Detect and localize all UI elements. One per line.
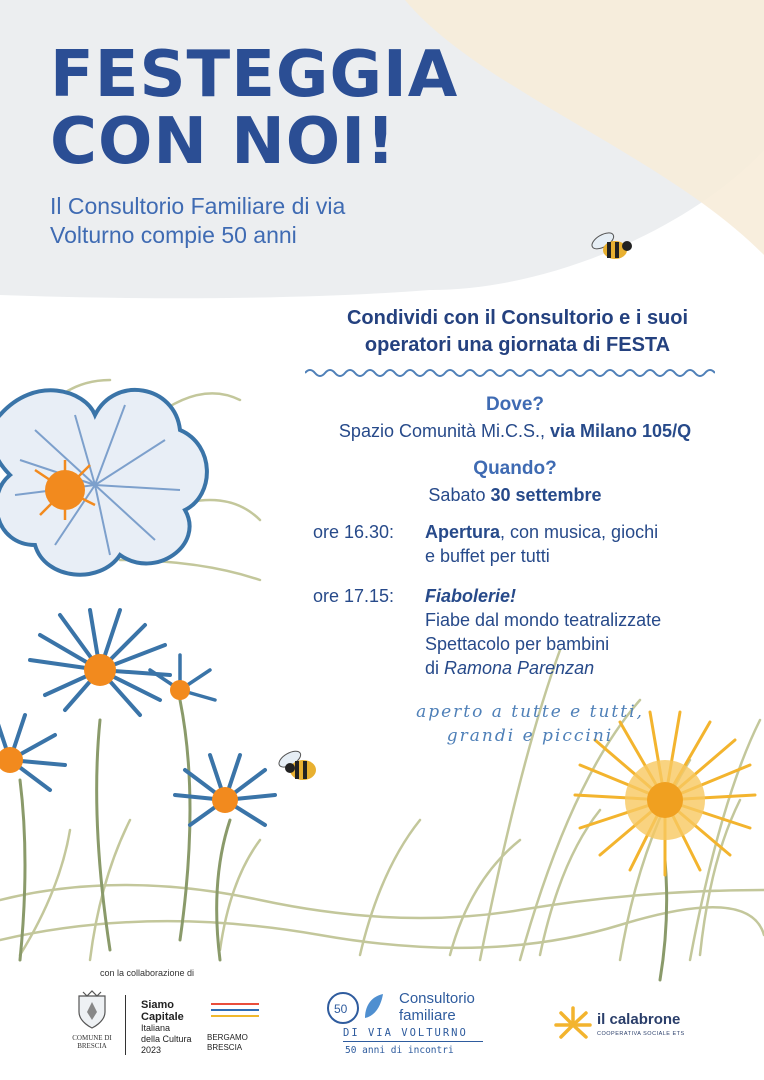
calabrone-sub: COOPERATIVA SOCIALE ETS (597, 1031, 685, 1037)
program-line-2c: Spettacolo per bambini (425, 634, 610, 654)
collaboration-label: con la collaborazione di (100, 968, 195, 978)
big-flower (0, 390, 207, 575)
badge-number: 50 (334, 1002, 348, 1016)
subtitle-line-2: Volturno compie 50 anni (50, 222, 297, 248)
where-section (280, 393, 750, 443)
where-address: via Milano 105/Q (550, 421, 692, 441)
title-line-1: FESTEGGIA (50, 38, 459, 112)
coat-of-arms-icon (75, 990, 109, 1030)
program-title-1: Apertura (425, 522, 501, 542)
consultorio-tagline: 50 anni di incontri (345, 1045, 454, 1056)
capitale-subtitle: Italiana della Cultura 2023 (141, 1023, 192, 1055)
intro-text (295, 305, 740, 359)
when-date: 30 settembre (490, 485, 602, 505)
capitale-cities: BERGAMO BRESCIA (207, 1033, 248, 1052)
program-title-2: Fiabolerie! (425, 586, 517, 606)
performer-name: Ramona Parenzan (444, 658, 595, 678)
intro-line-2: operatori una giornata di FESTA (364, 334, 671, 356)
bee-bottom (276, 748, 316, 780)
brescia-logo (70, 990, 114, 1050)
capitale-stripes-icon (211, 1001, 261, 1021)
blue-daisy-4 (150, 655, 215, 700)
handwritten-line-1: aperto a tutte e tutti, (416, 702, 644, 722)
program-line-2d: di Ramona Parenzan (425, 658, 595, 678)
program-desc-2 (425, 584, 735, 680)
calabrone-name: il calabrone (597, 1011, 681, 1028)
blue-daisy-3 (0, 715, 65, 790)
title-line-2: CON NOI! (50, 105, 397, 179)
program-line-1a (425, 520, 735, 544)
poster-title (50, 38, 459, 179)
brescia-caption-1: COMUNE DI (72, 1034, 112, 1042)
wave-divider (305, 366, 715, 380)
program-desc-1 (425, 520, 735, 568)
handwritten-note (365, 700, 695, 748)
intro-line-1: Condividi con il Consultorio e i suoi (346, 307, 689, 329)
program-time-2: ore 17.15: (313, 586, 395, 606)
consultorio-sub: DI VIA VOLTURNO (343, 1027, 468, 1039)
program-rest-1: , con musica, giochi (500, 522, 659, 542)
logo-divider (125, 995, 126, 1055)
blue-daisy-1 (30, 610, 170, 715)
program-line-2b: Fiabe dal mondo teatralizzate (425, 610, 662, 630)
poster-subtitle (50, 192, 450, 250)
program-line-1b: e buffet per tutti (425, 546, 550, 566)
subtitle-line-1: Il Consultorio Familiare di via (50, 193, 346, 219)
capitale-title: Siamo Capitale (141, 999, 184, 1023)
sunburst-icon (553, 1005, 593, 1045)
brescia-caption-2: BRESCIA (77, 1042, 107, 1050)
when-label: Quando? (473, 458, 557, 479)
handwritten-line-2: grandi e piccini (446, 726, 614, 746)
consultorio-rule (343, 1041, 483, 1042)
when-section (280, 457, 750, 507)
where-label: Dove? (485, 394, 545, 415)
consultorio-logo (325, 990, 495, 1060)
where-place: Spazio Comunità Mi.C.S., (338, 421, 545, 441)
consultorio-name: Consultorio familiare (399, 990, 475, 1024)
calabrone-logo (553, 1005, 733, 1045)
consultorio-badge-icon (325, 990, 385, 1026)
program-time-1: ore 16.30: (313, 522, 395, 542)
when-day: Sabato (428, 485, 486, 505)
